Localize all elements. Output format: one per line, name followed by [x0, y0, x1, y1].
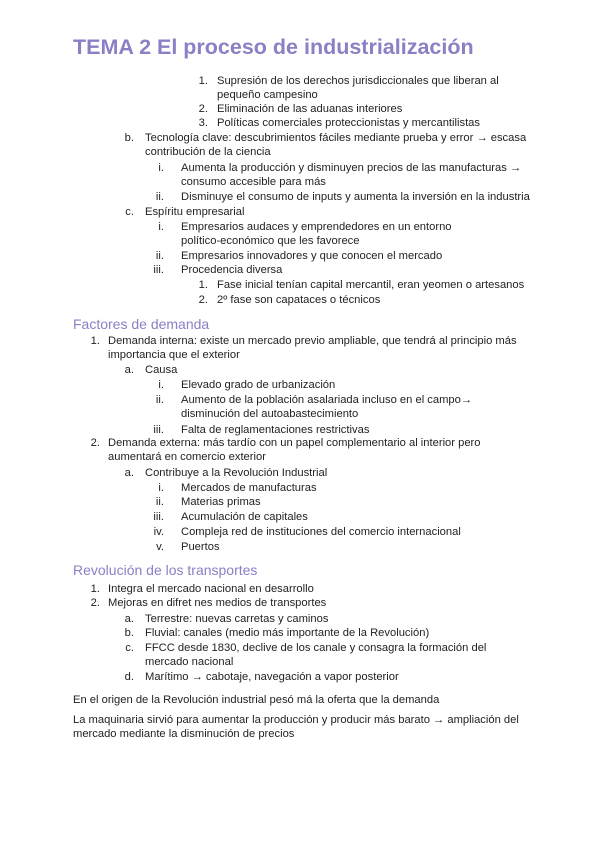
list-item: Supresión de los derechos jurisdiccionales que liberan al: [217, 75, 499, 87]
list-item: Integra el mercado nacional en desarrollo: [108, 583, 314, 595]
list-item: Causa: [145, 364, 178, 376]
list-marker: i.: [158, 162, 164, 174]
page-title: TEMA 2 El proceso de industrialización: [73, 35, 474, 59]
section-heading-demand: Factores de demanda: [73, 316, 210, 332]
list-item: Mercados de manufacturas: [181, 482, 317, 494]
list-marker: i.: [158, 482, 164, 494]
list-number: 1.: [90, 335, 100, 347]
list-item: Compleja red de instituciones del comercio internacional: [181, 526, 461, 538]
list-item: Empresarios innovadores y que conocen el mercado: [181, 250, 443, 262]
list-item: aumentará en comercio exterior: [108, 451, 266, 463]
list-item: Puertos: [181, 541, 220, 553]
list-item: 2º fase son capataces o técnicos: [217, 294, 381, 306]
paragraph-line: La maquinaria sirvió para aumentar la producción y producir más barato → ampliación del: [73, 714, 519, 726]
list-item: Materias primas: [181, 496, 261, 508]
list-marker: ii.: [155, 250, 164, 262]
list-item: pequeño campesino: [217, 89, 318, 101]
list-marker: a.: [124, 467, 134, 479]
list-item: Disminuye el consumo de inputs y aumenta la inversión en la industria: [181, 191, 530, 203]
list-marker: a.: [124, 364, 134, 376]
list-marker: i.: [158, 379, 164, 391]
list-marker: iv.: [153, 526, 164, 538]
section-heading-transport: Revolución de los transportes: [73, 562, 258, 578]
list-item: Terrestre: nuevas carretas y caminos: [145, 613, 329, 625]
list-number: 1.: [198, 279, 208, 291]
list-marker: a.: [124, 613, 134, 625]
list-number: 2.: [198, 294, 208, 306]
list-number: 2.: [198, 103, 208, 115]
list-marker: ii.: [155, 496, 164, 508]
list-item: Acumulación de capitales: [181, 511, 308, 523]
list-item: FFCC desde 1830, declive de los canale y consagra la formación del: [145, 642, 487, 654]
list-item: Mejoras en difret nes medios de transportes: [108, 597, 327, 609]
list-item: Fluvial: canales (medio más importante de la Revolución): [145, 627, 430, 639]
list-marker: iii.: [153, 424, 164, 436]
list-item: importancia que el exterior: [108, 349, 240, 361]
list-item: disminución del autoabastecimiento: [181, 408, 359, 420]
list-number: 1.: [198, 75, 208, 87]
list-item: contribución de la ciencia: [145, 146, 271, 158]
list-item: Aumento de la población asalariada incluso en el campo→: [181, 394, 473, 406]
list-item: Falta de reglamentaciones restrictivas: [181, 424, 370, 436]
list-marker: d.: [124, 671, 134, 683]
list-marker: c.: [125, 642, 134, 654]
list-item: Aumenta la producción y disminuyen precios de las manufacturas →: [181, 162, 522, 174]
list-item: Elevado grado de urbanización: [181, 379, 336, 391]
list-item: Políticas comerciales proteccionistas y mercantilistas: [217, 117, 480, 129]
paragraph-line: mercado mediante la disminución de precios: [73, 728, 295, 740]
list-marker: iii.: [153, 264, 164, 276]
paragraph-line: En el origen de la Revolución industrial pesó má la oferta que la demanda: [73, 694, 440, 706]
list-marker: i.: [158, 221, 164, 233]
list-item: Procedencia diversa: [181, 264, 283, 276]
list-marker: iii.: [153, 511, 164, 523]
list-item: Espíritu empresarial: [145, 206, 245, 218]
list-number: 3.: [198, 117, 208, 129]
list-item: mercado nacional: [145, 656, 234, 668]
list-item: Demanda externa: más tardío con un papel complementario al interior pero: [108, 437, 481, 449]
list-item: Empresarios audaces y emprendedores en un entorno: [181, 221, 452, 233]
list-item: Fase inicial tenían capital mercantil, eran yeomen o artesanos: [217, 279, 525, 291]
list-item: Demanda interna: existe un mercado previo ampliable, que tendrá al principio más: [108, 335, 517, 347]
list-item: político-económico que les favorece: [181, 235, 360, 247]
list-item: Eliminación de las aduanas interiores: [217, 103, 403, 115]
list-marker: b.: [124, 132, 134, 144]
list-number: 2.: [90, 437, 100, 449]
list-marker: ii.: [155, 191, 164, 203]
list-marker: b.: [124, 627, 134, 639]
list-item: Marítimo → cabotaje, navegación a vapor posterior: [145, 671, 399, 683]
list-number: 1.: [90, 583, 100, 595]
list-marker: c.: [125, 206, 134, 218]
list-marker: ii.: [155, 394, 164, 406]
list-marker: v.: [156, 541, 164, 553]
list-item: consumo accesible para más: [181, 176, 326, 188]
list-item: Tecnología clave: descubrimientos fáciles mediante prueba y error → escasa: [145, 132, 527, 144]
list-item: Contribuye a la Revolución Industrial: [145, 467, 328, 479]
list-number: 2.: [90, 597, 100, 609]
